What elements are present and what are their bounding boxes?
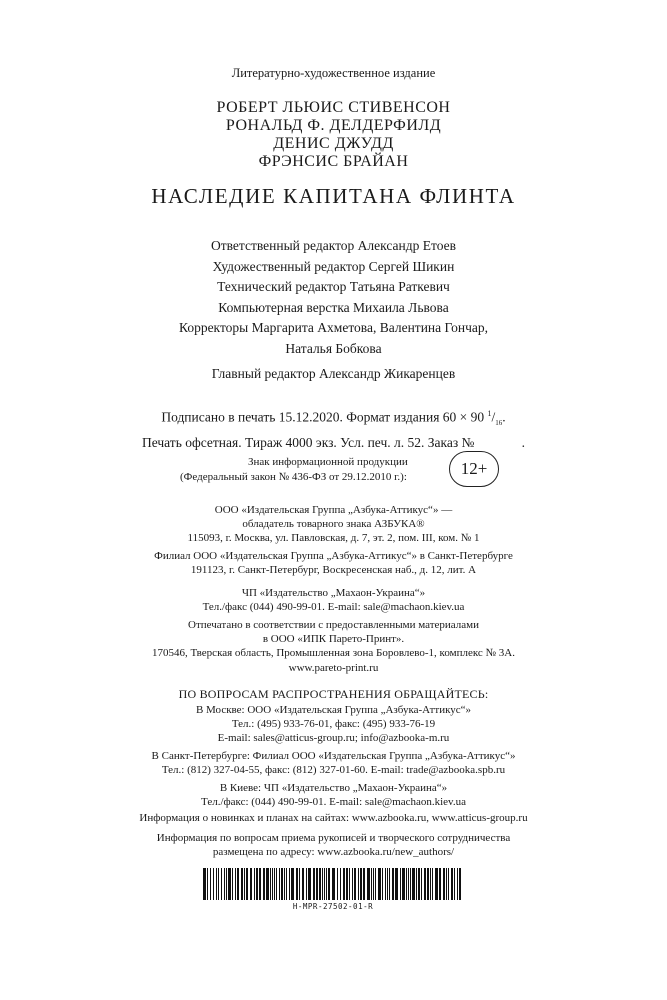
kiev-contacts bbox=[0, 781, 667, 809]
barcode-bar bbox=[237, 868, 239, 900]
manuscripts-line: размещена по адресу: www.azbooka.ru/new_authors/ bbox=[212, 846, 455, 859]
barcode-bar bbox=[319, 868, 321, 900]
barcode-bar bbox=[263, 868, 265, 900]
barcode-bar bbox=[416, 868, 417, 900]
info-product-sign bbox=[180, 455, 480, 485]
barcode-bar bbox=[354, 868, 356, 900]
manuscripts-line: Информация по вопросам приема рукописей и творческого сотрудничества bbox=[156, 832, 511, 844]
barcode-bar bbox=[272, 868, 273, 900]
barcode-bar bbox=[207, 868, 208, 900]
barcode-bar bbox=[256, 868, 258, 900]
barcode-bar bbox=[371, 868, 372, 900]
barcode-bar bbox=[328, 868, 330, 900]
barcode-bar bbox=[286, 868, 287, 900]
distribution-heading: ПО ВОПРОСАМ РАСПРОСТРАНЕНИЯ ОБРАЩАЙТЕСЬ: bbox=[178, 687, 489, 701]
barcode-bar bbox=[352, 868, 353, 900]
barcode-bar bbox=[270, 868, 271, 900]
spb-contacts bbox=[0, 749, 667, 777]
ukraine-line: ЧП «Издательство „Махаон-Украина“» bbox=[241, 587, 426, 599]
format-denominator: 16 bbox=[495, 419, 503, 428]
barcode-bar bbox=[418, 868, 420, 900]
barcode-bar bbox=[410, 868, 411, 900]
barcode-bar bbox=[408, 868, 409, 900]
barcode-bar bbox=[224, 868, 225, 900]
barcode-bar bbox=[340, 868, 341, 900]
barcode-bar bbox=[435, 868, 438, 900]
barcode-bar bbox=[387, 868, 388, 900]
publisher-line: обладатель товарного знака АЗБУКА® bbox=[242, 518, 425, 531]
barcode-bar bbox=[412, 868, 415, 900]
info-sign-law: (Федеральный закон № 436-ФЗ от 29.12.2010 г.): bbox=[180, 471, 407, 483]
barcode-bar bbox=[395, 868, 398, 900]
branch-line: 191123, г. Санкт-Петербург, Воскресенская наб., д. 12, лит. А bbox=[190, 564, 477, 577]
barcode-bar bbox=[392, 868, 394, 900]
print-info-line-1: Подписано в печать 15.12.2020. Формат издания 60 × 90 $^1/_{16}$. bbox=[161, 409, 506, 428]
barcode-bar bbox=[349, 868, 350, 900]
barcode-bar bbox=[259, 868, 261, 900]
staff-line: Корректоры Маргарита Ахметова, Валентина Гончар, bbox=[178, 320, 489, 335]
moscow-line: В Москве: ООО «Издательская Группа „Азбука-Аттикус“» bbox=[195, 704, 472, 716]
barcode-bar bbox=[313, 868, 315, 900]
branch-block bbox=[0, 549, 667, 577]
barcode-bar bbox=[316, 868, 318, 900]
printer-line: www.pareto-print.ru bbox=[288, 661, 379, 674]
barcode-bar bbox=[279, 868, 280, 900]
barcode-bar bbox=[360, 868, 362, 900]
print-info-line-2: Печать офсетная. Тираж 4000 экз. Усл. печ. л. 52. Заказ № . bbox=[141, 435, 526, 451]
author-name: РОНАЛЬД Ф. ДЕЛДЕРФИЛД bbox=[225, 117, 442, 134]
barcode-text: Н-MPR-27502-01-R bbox=[292, 902, 374, 911]
barcode-bar bbox=[324, 868, 325, 900]
author-name: ФРЭНСИС БРАЙАН bbox=[258, 153, 409, 170]
barcode-bar bbox=[346, 868, 348, 900]
barcode-bar bbox=[400, 868, 401, 900]
barcode-bar bbox=[289, 868, 290, 900]
print-format: Подписано в печать 15.12.2020. Формат издания 60 × 90 bbox=[161, 409, 485, 425]
barcode-bar bbox=[308, 868, 311, 900]
barcode-bar bbox=[276, 868, 277, 900]
barcode-bar bbox=[427, 868, 429, 900]
barcode-bar bbox=[291, 868, 294, 900]
barcode-bar bbox=[213, 868, 214, 900]
moscow-line: Тел.: (495) 933-76-01, факс: (495) 933-76-19 bbox=[231, 718, 436, 731]
barcode-bar bbox=[378, 868, 381, 900]
barcode-bar bbox=[296, 868, 298, 900]
barcode-bar bbox=[241, 868, 243, 900]
barcode-bar bbox=[421, 868, 422, 900]
manuscripts-info bbox=[0, 831, 667, 859]
barcode-bar bbox=[451, 868, 453, 900]
barcode-bar bbox=[389, 868, 390, 900]
ukraine-line: Тел./факс (044) 490-99-01. E-mail: sale@machaon.kiev.ua bbox=[202, 601, 465, 614]
format-numerator: 1 bbox=[487, 409, 492, 418]
barcode-bar bbox=[424, 868, 426, 900]
printer-block bbox=[0, 618, 667, 675]
genre-label: Литературно-художественное издание bbox=[231, 66, 436, 80]
news-info: Информация о новинках и планах на сайтах: www.azbooka.ru, www.atticus-group.ru bbox=[139, 812, 528, 824]
barcode-bar bbox=[299, 868, 300, 900]
barcode-bar bbox=[402, 868, 405, 900]
barcode-bar bbox=[382, 868, 383, 900]
book-title: НАСЛЕДИЕ КАПИТАНА ФЛИНТА bbox=[151, 184, 516, 208]
author-name: РОБЕРТ ЛЬЮИС СТИВЕНСОН bbox=[216, 99, 451, 116]
barcode-bar bbox=[306, 868, 307, 900]
print-info-dot: . bbox=[502, 409, 506, 425]
age-rating-badge: 12+ bbox=[449, 451, 499, 487]
print-info bbox=[0, 404, 667, 452]
barcode-bar bbox=[457, 868, 458, 900]
barcode-bar bbox=[448, 868, 449, 900]
barcode-bar bbox=[232, 868, 233, 900]
barcode-bar bbox=[326, 868, 327, 900]
barcode-bar bbox=[284, 868, 285, 900]
barcode-bar bbox=[246, 868, 248, 900]
barcode-bar bbox=[226, 868, 227, 900]
ukraine-block bbox=[0, 586, 667, 614]
staff-line: Ответственный редактор Александр Етоев bbox=[210, 238, 457, 253]
printer-line: 170546, Тверская область, Промышленная зона Боровлево-1, комплекс № 3А. bbox=[152, 647, 515, 660]
barcode-bar bbox=[322, 868, 323, 900]
barcode-bar bbox=[406, 868, 407, 900]
barcode-bar bbox=[363, 868, 365, 900]
moscow-line: E-mail: sales@atticus-group.ru; info@azbooka-m.ru bbox=[217, 732, 450, 745]
moscow-contacts bbox=[0, 703, 667, 746]
kiev-line: Тел./факс: (044) 490-99-01. E-mail: sale@machaon.kiev.ua bbox=[201, 796, 466, 809]
publisher-block bbox=[0, 503, 667, 546]
barcode-bar bbox=[443, 868, 445, 900]
author-name: ДЕНИС ДЖУДД bbox=[273, 135, 394, 152]
barcode-bar bbox=[337, 868, 338, 900]
barcode-bar bbox=[254, 868, 255, 900]
branch-line: Филиал ООО «Издательская Группа „Азбука-Аттикус“» в Санкт-Петербурге bbox=[154, 550, 513, 562]
barcode-bar bbox=[373, 868, 374, 900]
barcode-bar bbox=[250, 868, 252, 900]
barcode-bar bbox=[281, 868, 283, 900]
barcode-bar bbox=[446, 868, 447, 900]
barcode-bar bbox=[358, 868, 359, 900]
kiev-line: В Киеве: ЧП «Издательство „Махаон-Украина“» bbox=[219, 782, 448, 794]
barcode-bar bbox=[216, 868, 217, 900]
spb-line: В Санкт-Петербурге: Филиал ООО «Издательская Группа „Азбука-Аттикус“» bbox=[151, 750, 516, 762]
authors-list bbox=[0, 99, 667, 171]
printer-line: в ООО «ИПК Парето-Принт». bbox=[262, 633, 405, 646]
staff-line: Наталья Бобкова bbox=[285, 340, 382, 356]
chief-editor: Главный редактор Александр Жикаренцев bbox=[211, 366, 456, 381]
spb-line: Тел.: (812) 327-04-55, факс: (812) 327-01-60. E-mail: trade@azbooka.spb.ru bbox=[161, 764, 506, 777]
staff-line: Художественный редактор Сергей Шикин bbox=[212, 258, 455, 274]
barcode-bar bbox=[218, 868, 219, 900]
barcode-bar bbox=[432, 868, 433, 900]
barcode-bar bbox=[385, 868, 386, 900]
barcode-bar bbox=[266, 868, 269, 900]
barcode-bar bbox=[332, 868, 335, 900]
staff-line: Технический редактор Татьяна Раткевич bbox=[217, 279, 450, 294]
barcode-bar bbox=[430, 868, 431, 900]
barcode-bar bbox=[221, 868, 222, 900]
barcode-bar bbox=[210, 868, 211, 900]
barcode-bar bbox=[375, 868, 376, 900]
barcode-bar bbox=[235, 868, 236, 900]
barcode-bars bbox=[203, 868, 463, 900]
staff-line: Компьютерная верстка Михаила Львова bbox=[218, 299, 449, 315]
barcode-bar bbox=[454, 868, 455, 900]
barcode-bar bbox=[343, 868, 345, 900]
barcode-bar bbox=[302, 868, 304, 900]
barcode bbox=[203, 868, 463, 916]
barcode-bar bbox=[203, 868, 206, 900]
barcode-bar bbox=[439, 868, 441, 900]
info-sign-label: Знак информационной продукции bbox=[248, 456, 408, 468]
barcode-bar bbox=[244, 868, 245, 900]
barcode-bar bbox=[459, 868, 461, 900]
barcode-bar bbox=[367, 868, 370, 900]
barcode-bar bbox=[274, 868, 275, 900]
barcode-bar bbox=[228, 868, 231, 900]
printer-line: Отпечатано в соответствии с предоставленными материалами bbox=[188, 619, 479, 631]
publisher-line: ООО «Издательская Группа „Азбука-Аттикус“» — bbox=[214, 504, 453, 516]
staff-credits bbox=[0, 236, 667, 359]
publisher-line: 115093, г. Москва, ул. Павловская, д. 7, эт. 2, пом. III, ком. № 1 bbox=[187, 532, 480, 545]
